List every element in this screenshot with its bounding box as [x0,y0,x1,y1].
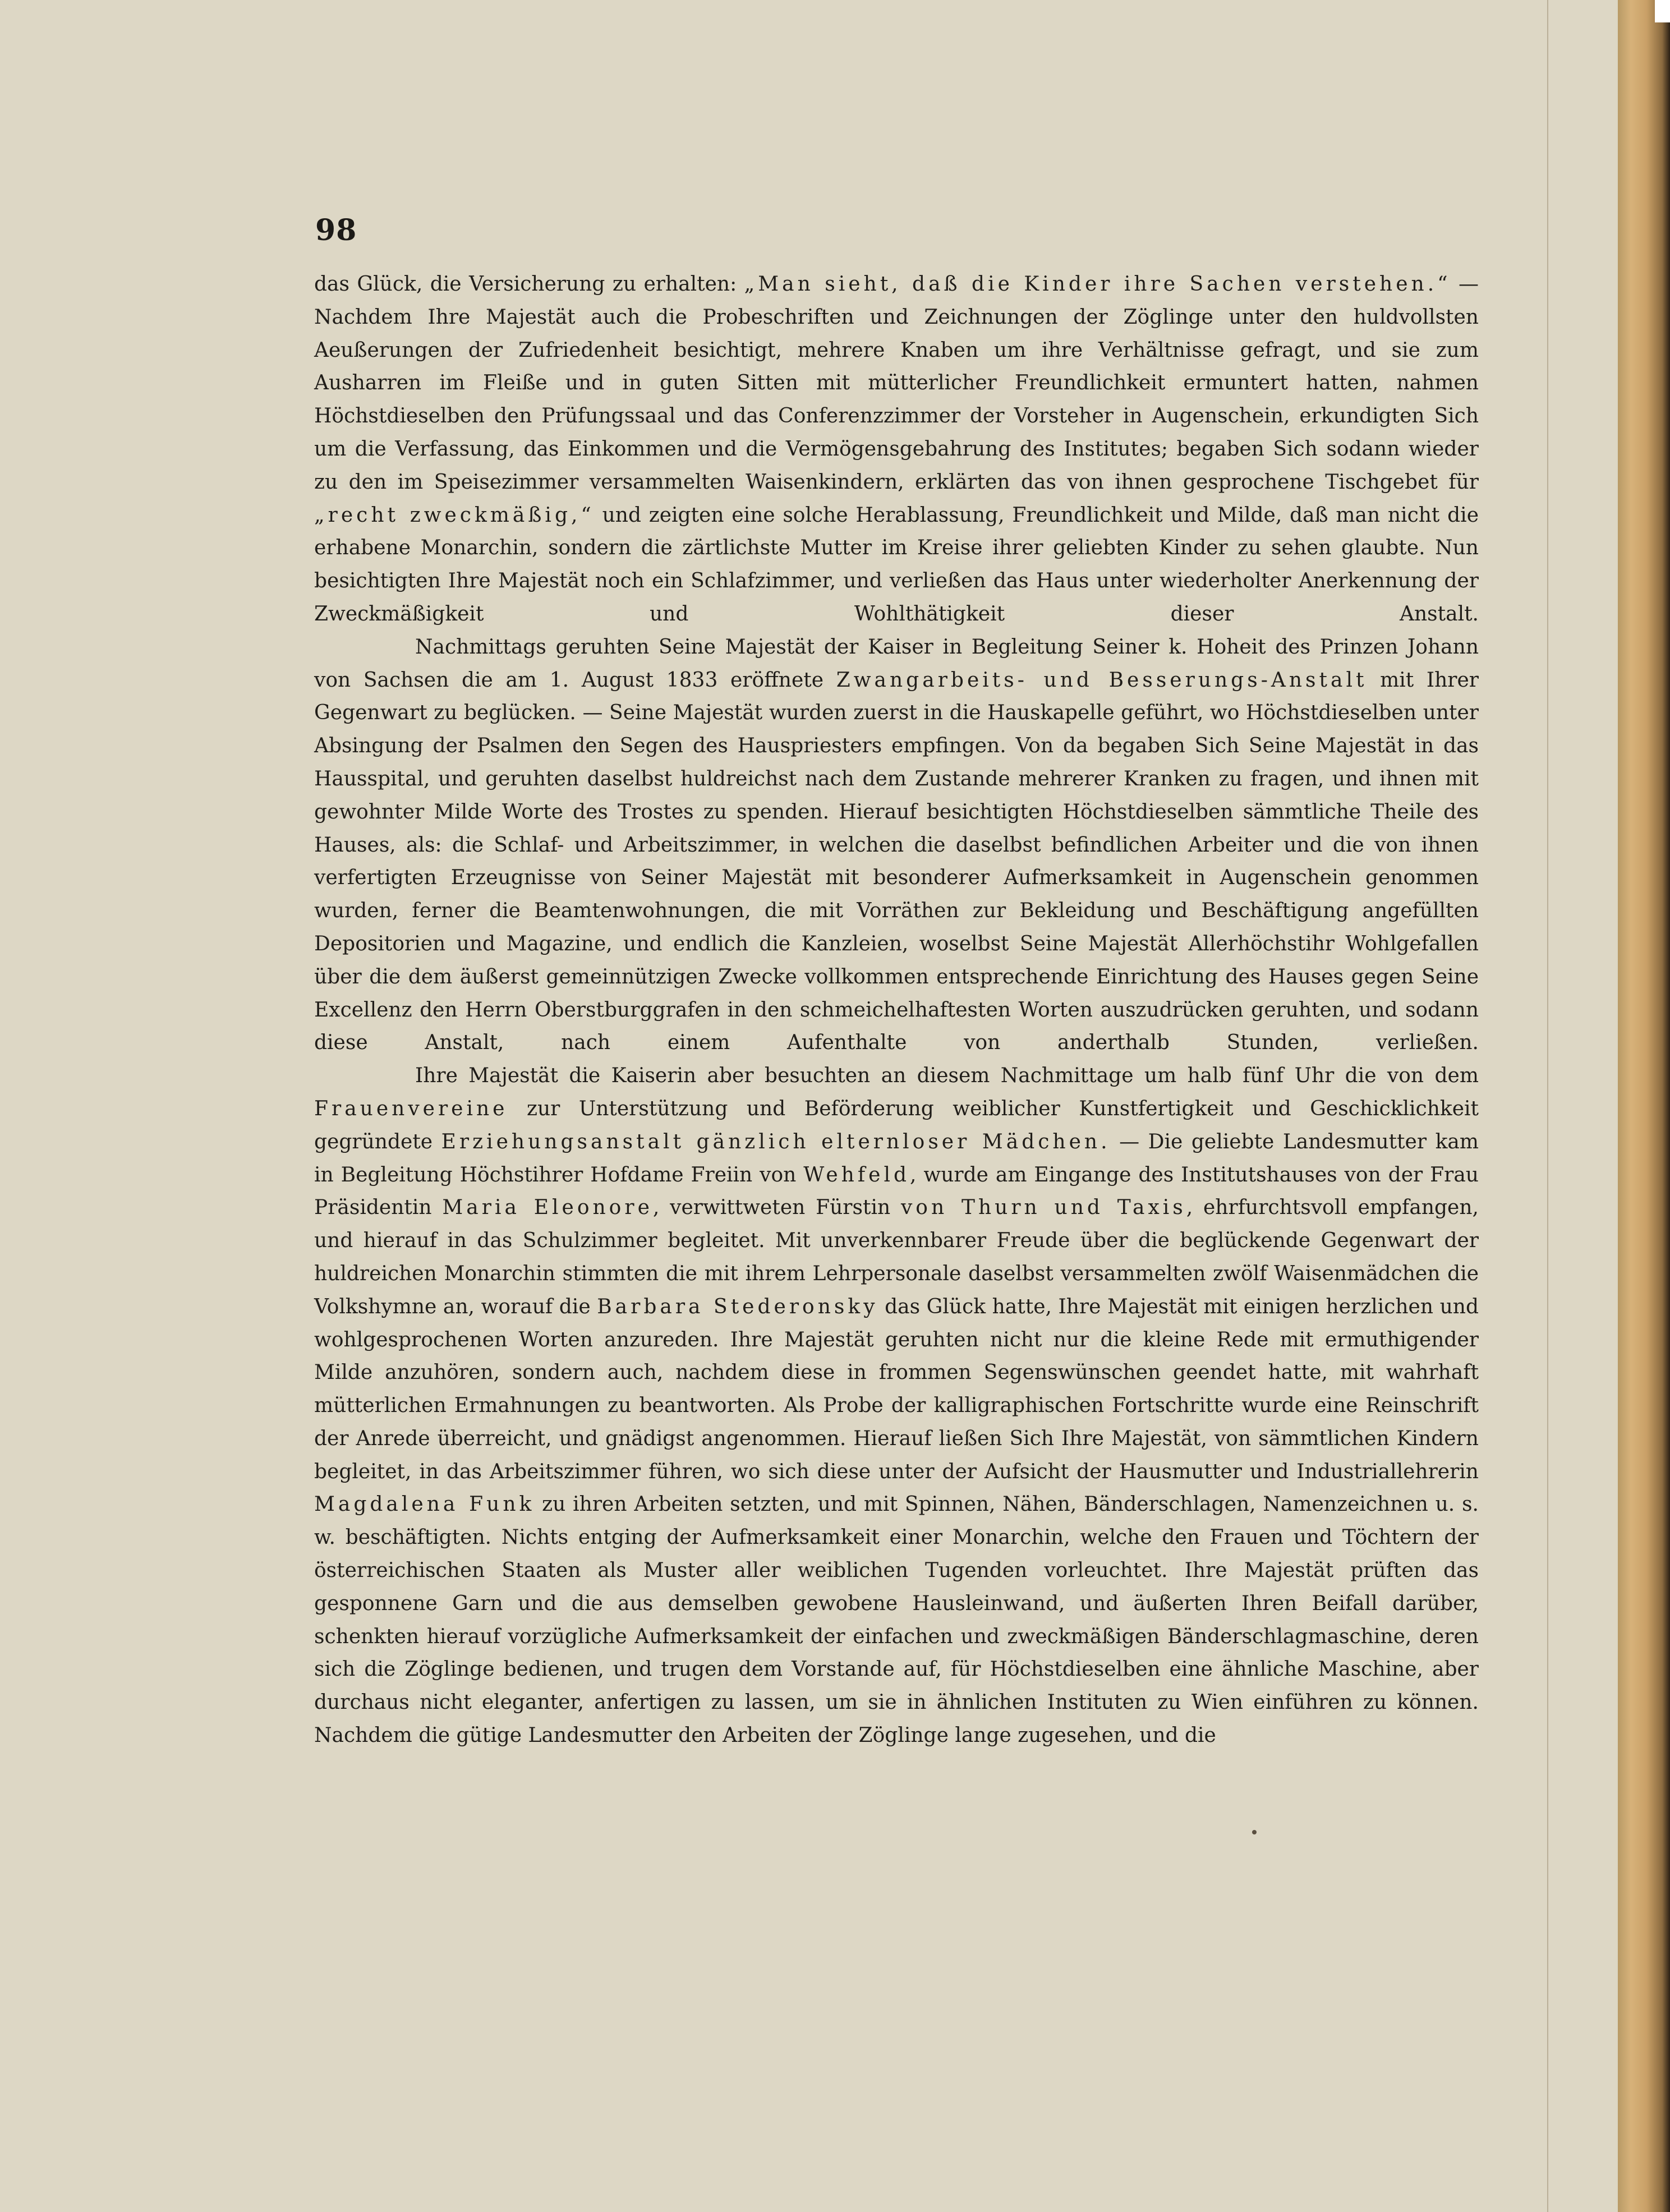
text-run: — Die geliebte Landesmutter kam in Begleitung Höchstihrer Hofdame Freiin von [314,1130,1479,1187]
paragraph [314,268,1479,631]
text-run: das Glück hatte, Ihre Majestät mit einigen herzlichen und wohlgesprochenen Worten anzureden. Ihre Majestät geruhten nicht nur die kleine Rede mit ermuthigender Milde anzuhören, sondern auch, nachdem diese in frommen Segenswünschen geendet hatte, mit wahrhaft mütterlichen Ermahnungen zu beantworten. Als Probe der kalligraphischen Fortschritte wurde eine Reinschrift der Anrede überreicht, und gnädigst angenommen. Hierauf ließen Sich Ihre Majestät, von sämmtlichen Kindern begleitet, in das Arbeitszimmer führen, wo sich diese unter der Aufsicht der Hausmutter und Industriallehrerin [314,1295,1479,1483]
text-run: zur Unterstützung und Beförderung weiblicher Kunstfertigkeit und Geschicklichkeit gegründete [314,1097,1479,1153]
paragraph [314,631,1479,1060]
text-run: das Glück, die Versicherung zu erhalten: [314,273,744,296]
body-text [314,268,1479,1753]
book-edge [1618,0,1670,2212]
emphasized-text: „Man sieht, daß die Kinder ihre Sachen verstehen.“ [744,273,1451,296]
emphasized-text: Barbara Stederonsky [597,1295,878,1318]
emphasized-text: Magdalena Funk [314,1493,535,1516]
text-run: Nachmittags geruhten Seine Majestät der Kaiser in Begleitung Seiner k. Hoheit des Prinzen Johann von Sachsen die am 1. August 1833 eröffnete [314,635,1479,692]
page-number: 98 [315,213,357,247]
paragraph [314,1060,1479,1753]
text-run: mit Ihrer Gegenwart zu beglücken. — Seine Majestät wurden zuerst in die Hauskapelle geführt, wo Höchstdieselben unter Absingung der Psalmen den Segen des Hauspriesters empfingen. Von da begaben Sich Seine Majestät in das Hausspital, und geruhten daselbst huldreichst nach dem Zustande mehrerer Kranken zu fragen, und ihnen mit gewohnter Milde Worte des Trostes zu spenden. Hierauf besichtigten Höchstdieselben sämmtliche Theile des Hauses, als: die Schlaf- und Arbeitszimmer, in welchen die daselbst befindlichen Arbeiter und die von ihnen verfertigten Erzeugnisse von Seiner Majestät mit besonderer Aufmerksamkeit in Augenschein genommen wurden, ferner die Beamtenwohnungen, die mit Vorräthen zur Bekleidung und Beschäftigung angefüllten Depositorien und Magazine, und endlich die Kanzleien, woselbst Seine Majestät Allerhöchstihr Wohlgefallen über die dem äußerst gemeinnützigen Zwecke vollkommen entsprechende Einrichtung des Hauses gegen Seine Excellenz den Herrn Oberstburggrafen in den schmeichelhaftesten Worten auszudrücken geruhten, und sodann diese Anstalt, nach einem Aufenthalte von anderthalb Stunden, verließen. [314,668,1479,1055]
text-run: , verwittweten Fürstin [652,1196,901,1220]
scan-margin [1655,0,1670,22]
emphasized-text: „recht zweckmäßig,“ [314,503,595,527]
text-run: Ihre Majestät die Kaiserin aber besuchten an diesem Nachmittage um halb fünf Uhr die von dem [415,1064,1479,1088]
emphasized-text: Frauenvereine [314,1097,508,1120]
emphasized-text: Maria Eleonore [442,1196,653,1220]
emphasized-text: Erziehungsanstalt gänzlich elternloser Mädchen. [441,1130,1111,1153]
ink-speck [1252,1830,1257,1834]
emphasized-text: Wehfeld [803,1163,910,1187]
page-gutter [1547,0,1548,2212]
text-run: , ehrfurchtsvoll empfangen, und hierauf in das Schulzimmer begleitet. Mit unverkennbarer Freude über die beglückende Gegenwart der huldreichen Monarchin stimmten die mit ihrem Lehrpersonale daselbst versammelten zwölf Waisenmädchen die Volkshymne an, worauf die [314,1196,1479,1318]
text-run: , wurde am Eingange des Institutshauses von der Frau Präsidentin [314,1163,1479,1220]
text-run: und zeigten eine solche Herablassung, Freundlichkeit und Milde, daß man nicht die erhabene Monarchin, sondern die zärtlichste Mutter im Kreise ihrer geliebten Kinder zu sehen glaubte. Nun besichtigten Ihre Majestät noch ein Schlafzimmer, und verließen das Haus unter wiederholter Anerkennung der Zweckmäßigkeit und Wohlthätigkeit dieser Anstalt. [314,503,1479,626]
text-run: zu ihren Arbeiten setzten, und mit Spinnen, Nähen, Bänderschlagen, Namenzeichnen u. s. w. beschäftigten. Nichts entging der Aufmerksamkeit einer Monarchin, welche den Frauen und Töchtern der österreichischen Staaten als Muster aller weiblichen Tugenden vorleuchtet. Ihre Majestät prüften das gesponnene Garn und die aus demselben gewobene Hausleinwand, und äußerten Ihren Beifall darüber, schenkten hierauf vorzügliche Aufmerksamkeit der einfachen und zweckmäßigen Bänderschlagmaschine, deren sich die Zöglinge bedienen, und trugen dem Vorstande auf, für Höchstdieselben eine ähnliche Maschine, aber durchaus nicht eleganter, anfertigen zu lassen, um sie in ähnlichen Instituten zu Wien einführen zu können. Nachdem die gütige Landesmutter den Arbeiten der Zöglinge lange zugesehen, und die [314,1493,1479,1747]
emphasized-text: von Thurn und Taxis [900,1196,1186,1220]
emphasized-text: Zwangarbeits- und Besserungs-Anstalt [836,668,1368,692]
text-run: — Nachdem Ihre Majestät auch die Probeschriften und Zeichnungen der Zöglinge unter den huldvollsten Aeußerungen der Zufriedenheit besichtigt, mehrere Knaben um ihre Verhältnisse gefragt, und sie zum Ausharren im Fleiße und in guten Sitten mit mütterlicher Freundlichkeit ermuntert hatten, nahmen Höchstdieselben den Prüfungssaal und das Conferenzzimmer der Vorsteher in Augenschein, erkundigten Sich um die Verfassung, das Einkommen und die Vermögensgebahrung des Institutes; begaben Sich sodann wieder zu den im Speisezimmer versammelten Waisenkindern, erklärten das von ihnen gesprochene Tischgebet für [314,273,1479,494]
